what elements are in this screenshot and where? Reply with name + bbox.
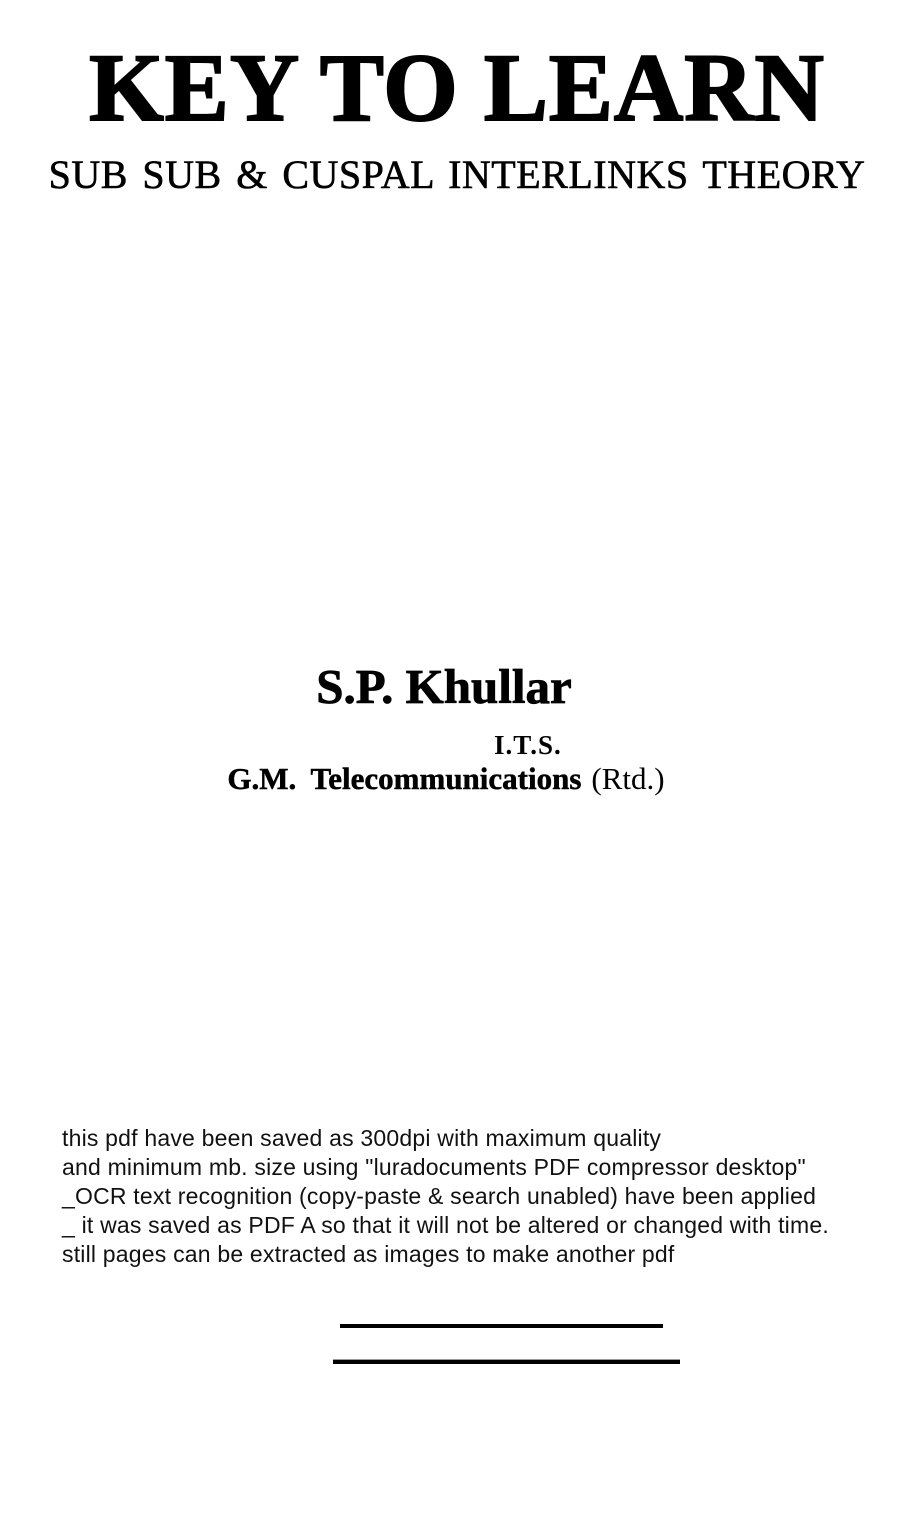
book-subtitle: SUB SUB & CUSPAL INTERLINKS THEORY xyxy=(48,152,866,197)
pdf-compression-note xyxy=(62,1124,872,1269)
signature-line-bottom xyxy=(333,1359,680,1364)
note-line: _OCR text recognition (copy-paste & search unabled) have been applied xyxy=(62,1183,817,1209)
author-position-note: (Rtd.) xyxy=(591,761,665,796)
note-line: and minimum mb. size using "luradocuments PDF compressor desktop" xyxy=(62,1154,806,1180)
book-title: KEY TO LEARN xyxy=(89,34,825,141)
author-service-title: I.T.S. xyxy=(494,730,562,760)
signature-line-top xyxy=(340,1324,663,1328)
author-name: S.P. Khullar xyxy=(316,659,572,714)
note-line: this pdf have been saved as 300dpi with maximum quality xyxy=(62,1125,662,1151)
author-position-line xyxy=(0,763,892,794)
note-line: _ it was saved as PDF A so that it will not be altered or changed with time. xyxy=(62,1212,829,1238)
note-line: still pages can be extracted as images to make another pdf xyxy=(62,1241,675,1267)
author-position: G.M. Telecommunications xyxy=(227,761,582,796)
